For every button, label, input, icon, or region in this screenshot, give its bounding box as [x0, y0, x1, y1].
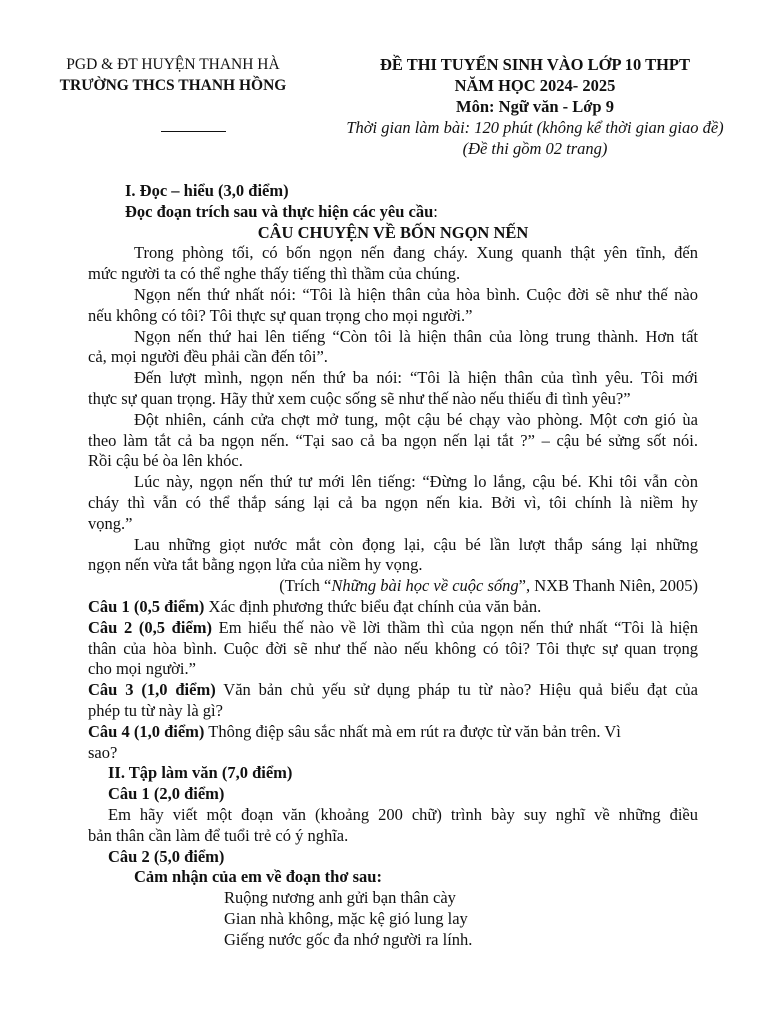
essay-question-1-label: Câu 1 (2,0 điểm): [108, 784, 225, 804]
question-label: Câu 1 (0,5 điểm): [88, 596, 205, 616]
exam-body: [88, 181, 698, 950]
story-line: Trong phòng tối, có bốn ngọn nến đang cháy. Xung quanh thật yên tĩnh, đến: [134, 243, 698, 263]
question-label: Câu 2 (0,5 điểm): [88, 617, 212, 637]
part2-heading: II. Tập làm văn (7,0 điểm): [108, 763, 293, 783]
part1-heading: I. Đọc – hiểu (3,0 điểm): [125, 181, 289, 200]
issuer-block: [48, 54, 298, 96]
story-line: cả, mọi người đều phải cần đến tôi”.: [88, 347, 328, 367]
question-line: [88, 680, 698, 701]
essay-question-2-prompt: Cảm nhận của em về đoạn thơ sau:: [134, 867, 382, 887]
source-title: Những bài học về cuộc sống: [331, 576, 519, 596]
page-count: (Đề thi gồm 02 trang): [462, 139, 608, 158]
poem-line: Giếng nước gốc đa nhớ người ra lính.: [224, 929, 473, 949]
story-line: thực sự quan trọng. Hãy thử xem cuộc sống sẽ như thế nào nếu thiếu đi tình yêu?”: [88, 388, 631, 408]
story-title: CÂU CHUYỆN VỀ BỐN NGỌN NẾN: [257, 222, 529, 242]
source-suffix: ”, NXB Thanh Niên, 2005): [518, 576, 698, 596]
exam-time: Thời gian làm bài: 120 phút (không kể thời gian giao đề): [346, 118, 724, 137]
question-line: phép tu từ này là gì?: [88, 700, 223, 720]
question-text: Thông điệp sâu sắc nhất mà em rút ra được từ văn bản trên. Vì: [204, 721, 621, 741]
question-1: [88, 597, 698, 618]
story-paragraph: [88, 327, 698, 369]
story-line: Rồi cậu bé òa lên khóc.: [88, 451, 243, 471]
reading-instruction-colon: :: [433, 201, 438, 221]
story-line: Đến lượt mình, ngọn nến thứ ba nói: “Tôi là hiện thân của tình yêu. Tôi mới: [134, 368, 698, 388]
poem-line: Ruộng nương anh gửi bạn thân cày: [224, 888, 456, 908]
question-text: Xác định phương thức biểu đạt chính của văn bản.: [204, 596, 542, 616]
school-year: NĂM HỌC 2024- 2025: [454, 76, 616, 95]
source-prefix: (Trích “: [279, 576, 332, 596]
story-line: vọng.”: [88, 513, 133, 533]
story-paragraph: [88, 535, 698, 577]
story-paragraph: [88, 243, 698, 285]
poem-line: Gian nhà không, mặc kệ gió lung lay: [224, 908, 468, 928]
question-line: cho mọi người.”: [88, 659, 196, 679]
divider-line: [161, 131, 226, 132]
essay-question-1-line: Em hãy viết một đoạn văn (khoảng 200 chữ) trình bày suy nghĩ về những điều: [108, 804, 698, 824]
exam-title: ĐỀ THI TUYỂN SINH VÀO LỚP 10 THPT: [379, 55, 691, 74]
story-line: cháy thì vẫn có thể thắp sáng lại cả ba ngọn nến kia. Bởi vì, tôi chính là niềm hy: [88, 492, 698, 512]
story-line: ngọn nến vừa tắt bằng ngọn lửa của niềm hy vọng.: [88, 555, 423, 575]
story-line: mức người ta có thể nghe thấy tiếng thì thầm của chúng.: [88, 264, 461, 284]
question-text: Văn bản chủ yếu sử dụng pháp tu từ nào? Hiệu quả biểu đạt của: [215, 680, 698, 700]
question-text: Em hiểu thế nào về lời thầm thì của ngọn nến thứ nhất “Tôi là hiện: [211, 617, 698, 637]
story-line: Lúc này, ngọn nến thứ tư mới lên tiếng: “Đừng lo lắng, cậu bé. Khi tôi vẫn còn: [134, 472, 698, 492]
story-line: Lau những giọt nước mắt còn đọng lại, cậu bé lần lượt thắp sáng lại những: [134, 534, 698, 554]
story-paragraph: [88, 410, 698, 472]
story-line: theo làm tắt cả ba ngọn nến. “Tại sao cả ba ngọn nến lại tắt ?” – cậu bé sửng sốt nói.: [88, 430, 698, 450]
school-name: TRƯỜNG THCS THANH HỒNG: [59, 77, 287, 94]
story-paragraph: [88, 472, 698, 534]
department-name: PGD & ĐT HUYỆN THANH HÀ: [66, 56, 280, 73]
question-3: [88, 680, 698, 722]
story-line: nếu không có tôi? Tôi thực sự quan trọng cho mọi người.”: [88, 305, 473, 325]
reading-instruction-text: Đọc đoạn trích sau và thực hiện các yêu cầu: [125, 201, 434, 221]
question-4: [88, 722, 698, 764]
question-line: [88, 722, 698, 743]
question-label: Câu 4 (1,0 điểm): [88, 721, 205, 741]
question-line: thân của hòa bình. Cuộc đời sẽ như thế nào nếu không có tôi? Tôi thực sự quan trọng: [88, 638, 698, 658]
story-paragraph: [88, 368, 698, 410]
question-line: [88, 618, 698, 639]
story-line: Đột nhiên, cánh cửa chợt mở tung, một cậu bé chạy vào phòng. Một cơn gió ùa: [134, 409, 698, 429]
question-2: [88, 618, 698, 680]
exam-info-block: [310, 54, 760, 159]
reading-instruction: [88, 202, 698, 223]
story-paragraph: [88, 285, 698, 327]
question-line: sao?: [88, 742, 118, 762]
question-label: Câu 3 (1,0 điểm): [88, 680, 216, 700]
essay-question-1-line: bản thân cần làm để tuổi trẻ có ý nghĩa.: [88, 825, 349, 845]
source-citation: [88, 576, 698, 597]
essay-question-2-label: Câu 2 (5,0 điểm): [108, 846, 225, 866]
exam-subject: Môn: Ngữ văn - Lớp 9: [456, 97, 614, 116]
story-line: Ngọn nến thứ nhất nói: “Tôi là hiện thân của hòa bình. Cuộc đời sẽ như thế nào: [134, 284, 698, 304]
story-line: Ngọn nến thứ hai lên tiếng “Còn tôi là hiện thân của lòng trung thành. Hơn tất: [134, 326, 698, 346]
